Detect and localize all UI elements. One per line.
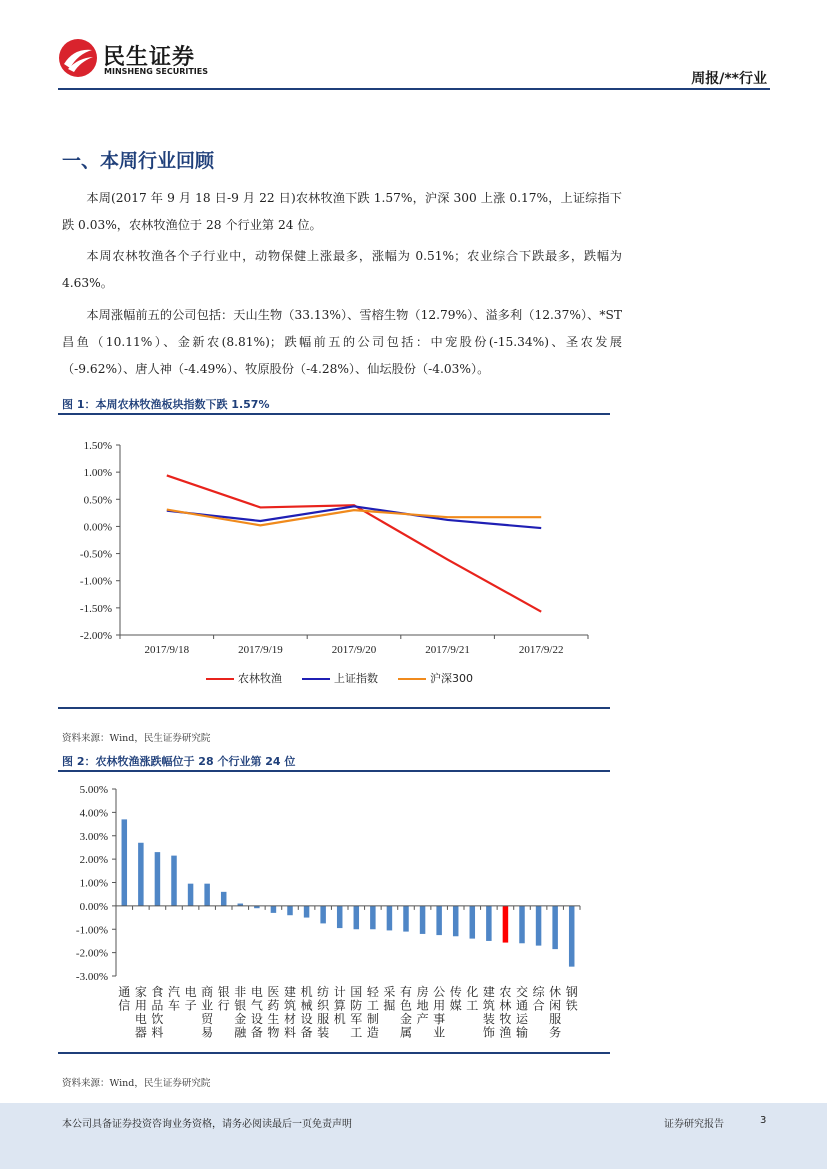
bar (470, 906, 476, 939)
bar (122, 819, 128, 905)
x-tick-label: 2017/9/20 (331, 644, 377, 656)
figure2-top-rule (58, 770, 610, 772)
x-tick-label: 综合 (532, 985, 545, 1013)
brand-name-en: MINSHENG SECURITIES (104, 67, 208, 76)
bar (569, 906, 575, 967)
x-tick-label: 建筑装饰 (482, 985, 495, 1040)
y-tick-label: 1.00% (83, 467, 112, 480)
y-tick-label: 4.00% (79, 807, 108, 820)
footer (0, 1103, 827, 1169)
bar (536, 906, 542, 946)
page-number: 3 (760, 1115, 767, 1126)
figure1-title: 图 1：本周农林牧渔板块指数下跌 1.57% (62, 398, 270, 411)
y-tick-label: -2.00% (75, 947, 108, 960)
footer-label: 证券研究报告 (664, 1119, 724, 1130)
y-tick-label: 3.00% (79, 830, 108, 843)
minsheng-logo-icon (58, 38, 98, 78)
y-tick-label: -0.50% (79, 548, 112, 561)
x-tick-label: 交通运输 (515, 985, 529, 1040)
footer-disclaimer: 本公司具备证券投资咨询业务资格，请务必阅读最后一页免责声明 (62, 1119, 352, 1130)
report-type: 周报/**行业 (691, 71, 767, 87)
x-tick-label: 采掘 (383, 985, 396, 1013)
x-tick-label: 2017/9/22 (518, 644, 564, 656)
y-tick-label: -1.50% (79, 602, 112, 615)
x-tick-label: 传媒 (449, 985, 462, 1013)
bar (370, 906, 376, 929)
x-tick-label: 有色金属 (399, 985, 413, 1040)
x-tick-label: 国防军工 (350, 985, 363, 1040)
bar (155, 852, 161, 906)
x-tick-label: 非银金融 (234, 985, 247, 1040)
y-tick-label: 2.00% (79, 854, 108, 867)
figure1-top-rule (58, 413, 610, 415)
y-tick-label: 1.00% (79, 877, 108, 890)
x-tick-label: 建筑材料 (283, 985, 297, 1040)
x-tick-label: 汽车 (167, 985, 181, 1013)
y-tick-label: 0.50% (83, 494, 112, 507)
figure2-title: 图 2：农林牧渔涨跌幅位于 28 个行业第 24 位 (62, 755, 296, 768)
x-tick-label: 计算机 (333, 985, 346, 1026)
y-tick-label: 0.00% (83, 521, 112, 534)
bar (304, 906, 310, 918)
x-tick-label: 家用电器 (134, 985, 147, 1040)
bar (387, 906, 393, 931)
series-line-1 (167, 475, 541, 611)
x-tick-label: 电气设备 (250, 985, 263, 1040)
x-tick-label: 机械设备 (300, 985, 313, 1040)
x-tick-label: 轻工制造 (366, 985, 379, 1040)
figure1-source: 资料来源：Wind，民生证券研究院 (62, 733, 211, 744)
legend-item-1: 农林牧渔 (206, 670, 282, 686)
paragraph-2: 本周农林牧渔各个子行业中，动物保健上涨最多，涨幅为 0.51%；农业综合下跌最多，跌幅为 4.63%。 (62, 249, 622, 290)
x-tick-label: 医药生物 (267, 985, 280, 1040)
y-tick-label: -2.00% (79, 630, 112, 642)
y-tick-label: 0.00% (79, 900, 108, 913)
x-tick-label: 休闲服务 (549, 985, 562, 1040)
y-tick-label: -1.00% (75, 924, 108, 937)
bar (403, 906, 409, 932)
x-tick-label: 公用事业 (433, 985, 446, 1040)
x-tick-label: 电子 (184, 985, 197, 1013)
x-tick-label: 商业贸易 (201, 985, 214, 1040)
y-tick-label: -3.00% (75, 971, 108, 983)
bar (519, 906, 525, 943)
x-tick-label: 化工 (466, 985, 479, 1013)
bar (171, 856, 177, 906)
y-tick-label: -1.00% (79, 575, 112, 588)
x-tick-label: 农林牧渔 (499, 985, 512, 1040)
bar (486, 906, 492, 941)
bar-chart (58, 775, 618, 1045)
paragraph-3: 本周涨幅前五的公司包括：天山生物（33.13%）、雪榕生物（12.79%）、溢多利（12.37%）、*ST 昌鱼（10.11%）、金新农(8.81%)；跌幅前五的公司包括：中宠股份(-15.34%)、圣农发展（-9.62%）、唐人神（-4.49%）、牧原股份（-4.28%）、仙坛股份（-4.03%）。 (62, 308, 622, 376)
bar (503, 906, 509, 943)
y-tick-label: 5.00% (79, 784, 108, 796)
bar (138, 843, 144, 906)
bar (453, 906, 459, 936)
bar (188, 884, 194, 906)
y-tick-label: 1.50% (83, 440, 112, 452)
x-tick-label: 钢铁 (565, 985, 578, 1013)
bar (204, 884, 210, 906)
bar (320, 906, 326, 924)
bar (420, 906, 426, 934)
bar (337, 906, 343, 928)
x-tick-label: 食品饮料 (151, 985, 164, 1040)
bar (436, 906, 442, 935)
bar (552, 906, 558, 949)
header-rule (58, 88, 770, 90)
figure2-source: 资料来源：Wind，民生证券研究院 (62, 1078, 211, 1089)
x-tick-label: 2017/9/21 (425, 644, 470, 656)
x-tick-label: 银行 (217, 985, 230, 1013)
legend-item-2: 上证指数 (302, 670, 378, 686)
bar (354, 906, 360, 929)
x-tick-label: 房地产 (416, 985, 429, 1026)
bar (287, 906, 293, 915)
x-tick-label: 通信 (118, 985, 131, 1013)
legend-item-3: 沪深300 (398, 670, 473, 686)
bar (271, 906, 277, 913)
figure2-bottom-rule (58, 1052, 610, 1054)
x-tick-label: 纺织服装 (317, 985, 330, 1040)
figure1-bottom-rule (58, 707, 610, 709)
paragraph-1: 本周(2017 年 9 月 18 日-9 月 22 日)农林牧渔下跌 1.57%，沪深 300 上涨 0.17%，上证综指下跌 0.03%，农林牧渔位于 28 个行业第 24 位。 (62, 191, 622, 232)
bar (221, 892, 227, 906)
brand-name-cn: 民生证券 (103, 45, 196, 70)
section-title: 一、本周行业回顾 (62, 150, 215, 172)
header (0, 0, 827, 95)
x-tick-label: 2017/9/18 (144, 644, 190, 656)
x-tick-label: 2017/9/19 (238, 644, 283, 656)
line-chart (58, 420, 618, 700)
